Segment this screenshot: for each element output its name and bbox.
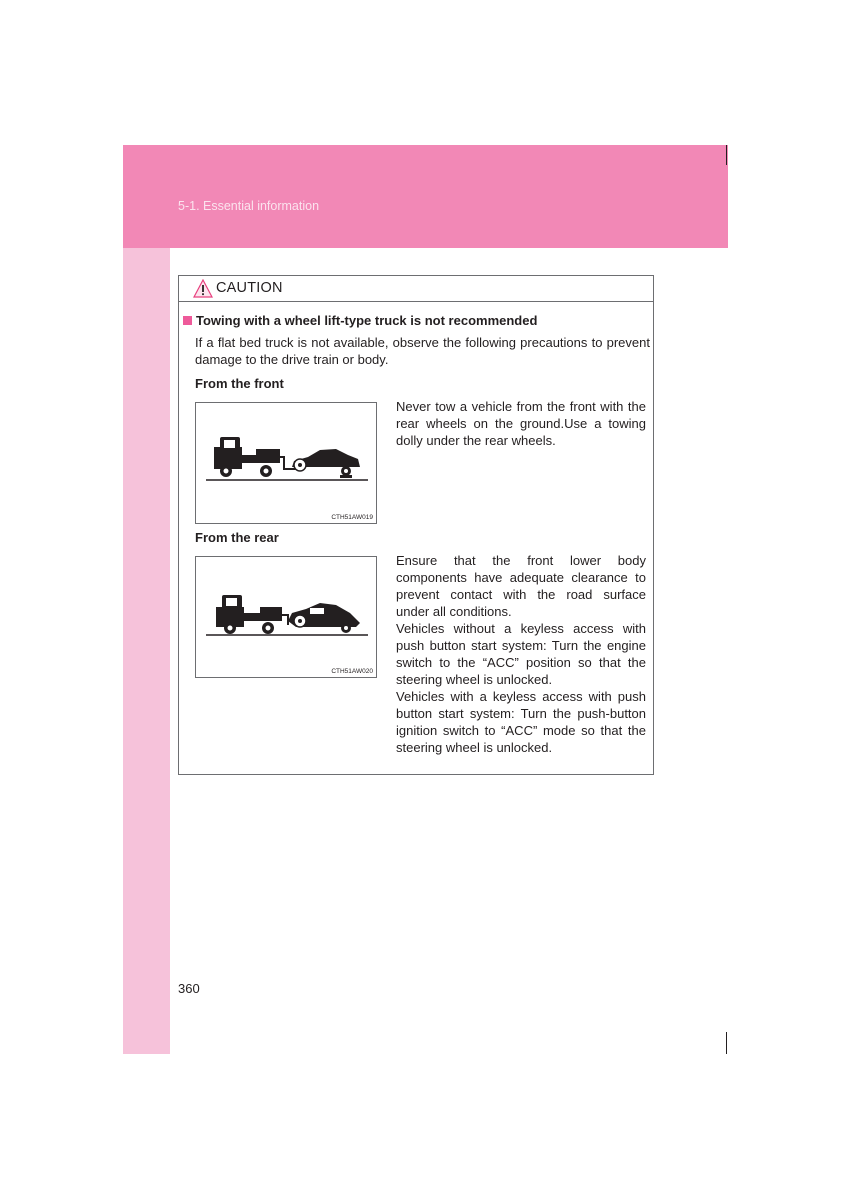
section-title: 5-1. Essential information — [178, 199, 320, 213]
front-paragraph: Never tow a vehicle from the front with the rear wheels on the ground.Use a towing dolly under the rear wheels. — [396, 399, 646, 448]
header-band — [123, 145, 728, 248]
page-number: 360 — [178, 981, 200, 996]
rear-paragraph-1: Ensure that the front lower body components have adequate clearance to prevent contact with the road surface under all conditions. — [396, 553, 646, 619]
rear-paragraph-2: Vehicles without a keyless access with push button start system: Turn the engine switch to the “ACC” position so that the steering wheel is unlocked. — [396, 621, 646, 687]
caution-heading — [183, 313, 537, 328]
crop-mark-bottom — [726, 1032, 727, 1054]
rear-tow-figure — [195, 556, 377, 678]
front-figure-code: CTH51AW019 — [331, 514, 373, 521]
crop-mark-top — [726, 145, 727, 165]
front-subheading: From the front — [195, 376, 284, 391]
rear-figure-code: CTH51AW020 — [331, 668, 373, 675]
caution-heading-text: Towing with a wheel lift-type truck is not recommended — [196, 313, 538, 328]
side-color-strip — [123, 248, 170, 1054]
warning-triangle-icon — [193, 279, 213, 298]
pink-bullet-icon — [183, 316, 192, 325]
rear-subheading: From the rear — [195, 530, 279, 545]
tow-truck-rear-illustration — [196, 557, 376, 667]
caution-label: CAUTION — [216, 280, 283, 296]
front-tow-figure — [195, 402, 377, 524]
caution-header — [179, 276, 653, 302]
intro-paragraph: If a flat bed truck is not available, observe the following precautions to prevent damage to the drive train or body. — [195, 335, 650, 367]
caution-box — [178, 275, 654, 775]
rear-paragraph-3: Vehicles with a keyless access with push button start system: Turn the push-button ignition switch to “ACC” mode so that the steering wheel is unlocked. — [396, 689, 646, 755]
tow-truck-front-illustration — [196, 403, 376, 513]
